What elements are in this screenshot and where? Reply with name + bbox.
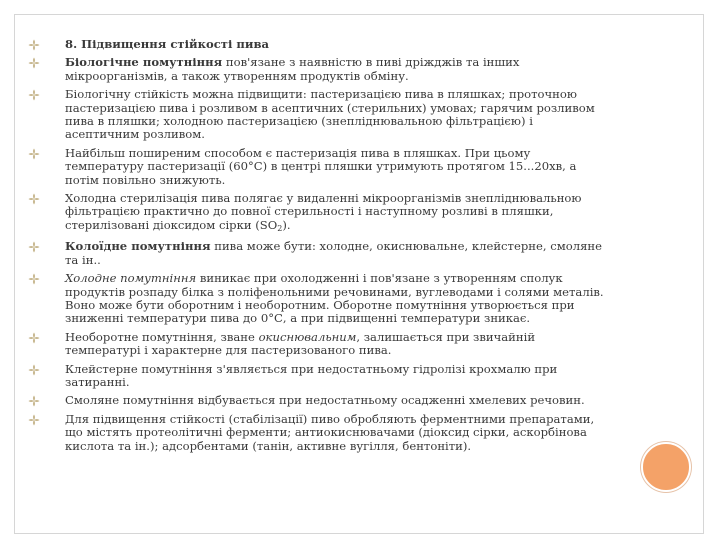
bullet-item-section-title xyxy=(28,38,608,51)
fleuron-bullet-icon xyxy=(28,148,40,160)
bold-term: Колоїдне помутніння xyxy=(65,239,211,254)
fleuron-bullet-icon xyxy=(28,193,40,205)
bullet-item-stabilization xyxy=(28,413,608,453)
subscript: 2 xyxy=(277,223,283,233)
fleuron-bullet-icon xyxy=(28,395,40,407)
fleuron-bullet-icon xyxy=(28,364,40,376)
bullet-text: Клейстерне помутніння з'являється при недостатньому гідролізі крохмалю при затиранні. xyxy=(65,361,558,389)
bullet-text: пива може бути: холодне, окиснювальне, клейстерне, смоляне та ін.. xyxy=(65,239,602,267)
fleuron-bullet-icon xyxy=(28,89,40,101)
fleuron-bullet-icon xyxy=(28,273,40,285)
bullet-text: пов'язане з наявністю в пиві дріжджів та інших мікроорганізмів, а також утворенням продуктів обміну. xyxy=(65,55,520,83)
fleuron-bullet-icon xyxy=(28,39,40,51)
bullet-item-pasteurization xyxy=(28,147,608,187)
bullet-item-resin-turbidity xyxy=(28,394,608,407)
italic-term: Холодне помутніння xyxy=(65,271,197,286)
bullet-item-biological-turbidity xyxy=(28,56,608,83)
bullet-text: Смоляне помутніння відбувається при недостатньому осадженні хмелевих речовин. xyxy=(65,393,585,408)
bullet-item-starch-turbidity xyxy=(28,363,608,390)
bullet-text: Необоротне помутніння, зване xyxy=(65,329,259,344)
bullet-text-end: , залишається при звичайній температурі і характерне для пастеризованого пива. xyxy=(65,329,536,358)
fleuron-bullet-icon xyxy=(28,414,40,426)
bullet-text: Для підвищення стійкості (стабілізації) пиво обробляють ферментними препаратами, що містять протеолітичні ферменти; антиокиснювачами (діоксид сірки, аскорбінова кислота та ін.); адсорбентами (танін, активне вугілля, бентоніти). xyxy=(65,411,595,453)
bullet-item-irreversible-turbidity xyxy=(28,331,608,358)
bold-term: Біологічне помутніння xyxy=(65,55,223,70)
bullet-text: Найбільш поширеним способом є пастеризація пива в пляшках. При цьому температуру пастеризації (60°С) в центрі пляшки утримують протягом 15...20хв, а потім повільно знижують. xyxy=(65,145,577,187)
decorative-orange-circle xyxy=(641,442,691,492)
bullet-text: Холодна стерилізація пива полягає у видаленні мікроорганізмів знепліднювальною фільтрацією практично до повної стерильності і наступному розливі в пляшки, стерилізовані діоксидом сірки (SO xyxy=(65,191,582,232)
bullet-text-end: ). xyxy=(282,217,291,232)
fleuron-bullet-icon xyxy=(28,57,40,69)
bullet-item-biological-stability xyxy=(28,88,608,142)
bullet-list xyxy=(28,38,608,458)
bullet-text: виникає при охолодженні і пов'язане з утворенням сполук продуктів розпаду білка з поліфенольними речовинами, вуглеводами і солями металів. Воно може бути оборотним і необоротним. Оборотне помутніння утворюється при зниженні температури пива до 0°С, а при підвищенні температури зникає. xyxy=(65,271,604,326)
italic-term: окиснювальним xyxy=(258,329,357,344)
fleuron-bullet-icon xyxy=(28,241,40,253)
section-title: 8. Підвищення стійкості пива xyxy=(65,37,270,51)
bullet-item-cold-sterilization xyxy=(28,192,608,235)
bullet-item-colloidal-turbidity xyxy=(28,240,608,267)
bullet-text: Біологічну стійкість можна підвищити: пастеризацією пива в пляшках; проточною пастеризацією пива і розливом в асептичних (стерильних) умовах; гарячим розливом пива в пляшки; холодною пастеризацією (знепліднювальною фільтрацією) і асептичним розливом. xyxy=(65,87,595,142)
fleuron-bullet-icon xyxy=(28,332,40,344)
bullet-item-cold-turbidity xyxy=(28,272,608,326)
